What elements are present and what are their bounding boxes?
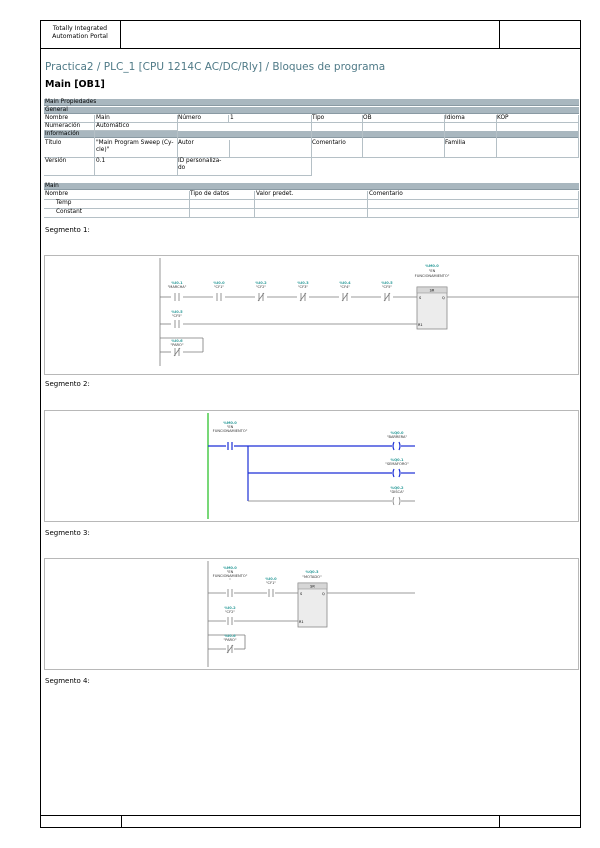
segment-3-ladder [45,559,580,671]
contact-tag: "CF2" [224,610,236,614]
informacion-section-header: Información [44,131,579,138]
coil-semaforo-icon [393,469,400,477]
contact-addr: %I0.6 [171,339,183,343]
contact-addr: %I0.1 [171,281,183,285]
interface-table [44,183,579,220]
contact-tag: "EN [226,425,234,429]
contact-cf5-icon [175,320,179,328]
contact-addr: %I0.4 [339,281,351,285]
tia-portal-label [40,20,121,48]
col-line [229,140,230,157]
contact-tag: "PARO" [170,343,184,347]
version-label: Versión [45,158,67,164]
row-line [44,175,312,176]
segment-4-title: Segmento 4: [45,677,90,685]
contact-cf5-nc-icon [384,293,390,301]
contact-tag: "CF4" [339,285,351,289]
col-line [177,115,178,175]
idioma-label: Idioma [445,115,465,121]
tipo-value: OB [363,115,372,121]
sr-pin-r: R1 [418,323,423,327]
col-line [362,115,363,157]
header-line-1: Totally Integrated [52,25,108,32]
contact-addr: %M0.0 [223,566,237,570]
block-name: Main [OB1] [45,79,105,90]
contact-cf2-icon [228,617,232,625]
col-line [578,191,579,218]
coil-addr: %Q0.0 [390,431,404,435]
col-line [311,115,312,175]
sr-pin-q: Q [322,592,325,596]
numeracion-value: Automático [96,123,130,129]
segment-2-title: Segmento 2: [45,380,90,388]
properties-section-header: Main Propiedades [44,99,579,106]
col-line [578,115,579,157]
header-line-2: Automation Portal [52,33,108,40]
sr-tag: FUNCIONAMIENTO" [414,274,450,278]
sr-pin-s: S [300,592,303,596]
properties-table [44,99,579,177]
coil-disca-icon [393,497,400,505]
interface-section-header: Main [44,183,579,190]
contact-tag: "CF2" [255,285,267,289]
contact-en-funcionamiento-icon [228,442,232,450]
contact-addr: %I0.6 [224,634,236,638]
segment-3-diagram [44,558,579,670]
page-title: Practica2 / PLC_1 [CPU 1214C AC/DC/Rly] / Bloques de programa [45,61,386,73]
col-line [496,115,497,157]
contact-cf2-nc-icon [258,293,264,301]
contact-addr: %I0.2 [255,281,267,285]
contact-addr: %M0.0 [223,421,237,425]
contact-tag: FUNCIONAMIENTO" [212,429,248,433]
sr-pin-q: Q [442,296,445,300]
sr-addr: %M0.0 [425,264,439,268]
contact-tag: "MARCHA" [167,285,187,289]
familia-label: Familia [445,140,466,146]
contact-marcha-icon [175,293,179,301]
col-header-tipo: Tipo de datos [190,191,230,197]
page-header [40,20,581,49]
contact-cf4-nc-icon [342,293,348,301]
contact-paro-nc-icon [227,645,233,653]
col-header-comentario: Comentario [369,191,403,197]
sr-title: SR [310,584,315,589]
version-value: 0.1 [96,158,106,164]
contact-en-funcionamiento-icon [228,589,232,597]
numero-label: Número [178,115,202,121]
contact-addr: %I0.0 [213,281,225,285]
coil-addr: %Q0.1 [390,458,404,462]
id-label-1: ID personaliza- [178,158,222,164]
sr-title: SR [429,288,435,293]
contact-tag: "CF1" [213,285,225,289]
col-line [94,115,95,175]
col-header-valor: Valor predet. [256,191,294,197]
col-header-nombre: Nombre [45,191,69,197]
sr-tag: "MOTADO" [302,575,322,579]
titulo-value-2: cle)" [96,147,110,153]
general-section-header: General [44,107,579,114]
idioma-value: KOP [497,115,509,121]
contact-paro-nc-icon [174,348,180,356]
segment-1-title: Segmento 1: [45,226,90,234]
table-row-constant: Constant [56,209,83,215]
page-footer [40,815,581,828]
contact-tag: FUNCIONAMIENTO" [212,574,248,578]
contact-tag: "EN [226,570,234,574]
coil-tag: "DISCA" [389,490,405,494]
coil-tag: "SEMAFORO" [385,462,409,466]
contact-tag: "CF1" [265,581,277,585]
contact-addr: %I0.5 [171,310,183,314]
row-line [44,208,579,209]
numero-value: 1 [230,115,234,121]
contact-tag: "CF5" [171,314,183,318]
contact-cf1-icon [217,293,221,301]
footer-divider-2 [499,816,500,828]
sr-pin-s: S [419,296,422,300]
table-row-temp: Temp [56,200,72,206]
contact-addr: %I0.5 [381,281,393,285]
contact-cf1-icon [269,589,273,597]
coil-barrera-icon [393,442,400,450]
segment-3-title: Segmento 3: [45,529,90,537]
numeracion-label: Numeración [45,123,81,129]
row-line [44,217,579,218]
footer-divider-1 [121,816,122,828]
autor-label: Autor [178,140,194,146]
row-line [44,199,579,200]
id-label-2: do [178,165,186,171]
contact-addr: %I0.3 [297,281,309,285]
contact-cf3-nc-icon [300,293,306,301]
segment-2-ladder [45,411,580,523]
titulo-label: Título [45,140,62,146]
contact-tag: " [229,578,231,582]
segment-1-ladder [45,256,580,376]
titulo-value-1: "Main Program Sweep (Cy- [96,140,174,146]
col-line [444,115,445,157]
segment-1-diagram [44,255,579,375]
sr-tag: "EN [428,269,436,273]
nombre-label: Nombre [45,115,69,121]
comentario-label: Comentario [312,140,346,146]
coil-addr: %Q0.2 [390,486,404,490]
contact-tag: "PARO" [223,638,237,642]
col-line [228,115,229,122]
col-line [254,191,255,218]
col-line [367,191,368,218]
segment-2-diagram [44,410,579,522]
contact-tag: "CF5" [381,285,393,289]
contact-tag: "CF3" [297,285,309,289]
sr-pin-r: R1 [299,620,304,624]
coil-tag: "BARRERA" [386,435,408,439]
tipo-label: Tipo [312,115,325,121]
contact-addr: %I0.0 [265,577,277,581]
header-divider [499,20,500,48]
nombre-value: Main [96,115,110,121]
sr-addr: %Q0.3 [305,570,319,574]
col-line [189,191,190,218]
contact-addr: %I0.2 [224,606,236,610]
